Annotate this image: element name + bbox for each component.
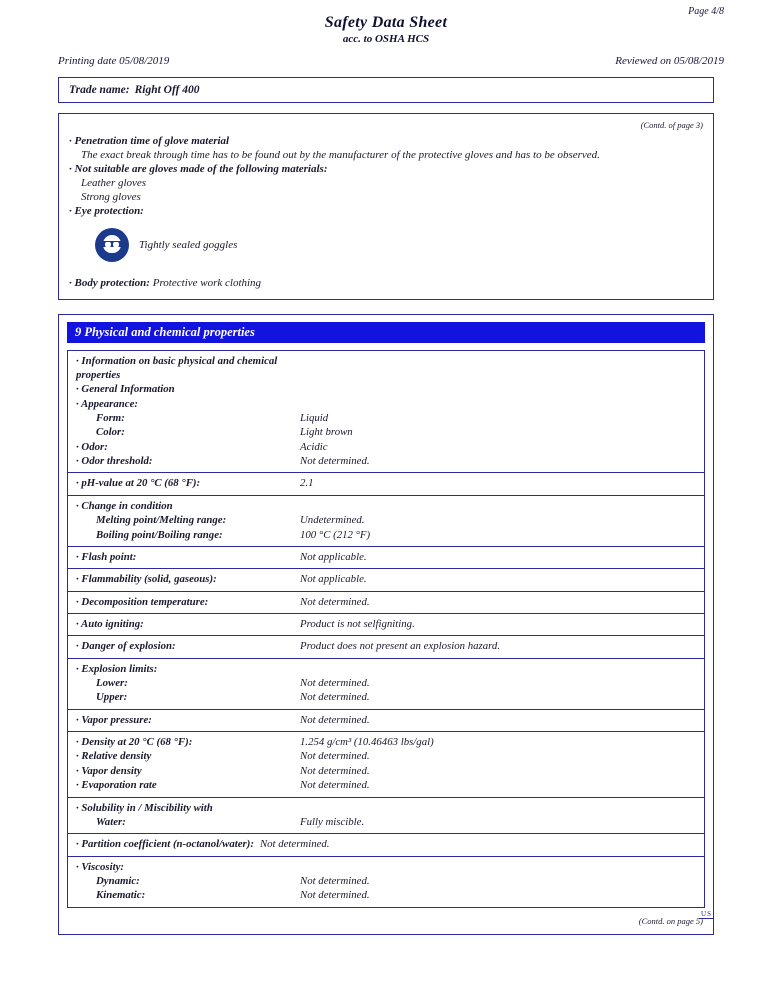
property-label: · Flash point: xyxy=(76,550,137,563)
property-value: Light brown xyxy=(300,426,353,439)
property-value: Not applicable. xyxy=(300,550,367,563)
trade-name-value: Right Off 400 xyxy=(134,84,200,96)
property-label: Form: xyxy=(96,411,125,424)
property-group xyxy=(68,659,704,710)
property-value: 1.254 g/cm³ (10.46463 lbs/gal) xyxy=(300,736,434,749)
section-9-header: 9 Physical and chemical properties xyxy=(67,322,705,343)
property-label: · General Information xyxy=(76,383,175,396)
body-protection-label: · Body protection: xyxy=(69,277,150,290)
property-group xyxy=(68,496,704,547)
property-label: · Vapor density xyxy=(76,764,142,777)
property-group xyxy=(68,857,704,908)
property-label: · Solubility in / Miscibility with xyxy=(76,801,213,814)
property-group xyxy=(68,636,704,658)
body-protection-value: Protective work clothing xyxy=(152,277,262,290)
property-label: · Viscosity: xyxy=(76,860,124,873)
property-value: Product does not present an explosion hazard. xyxy=(300,640,501,653)
not-suitable-item: Strong gloves xyxy=(81,191,141,204)
property-group xyxy=(68,834,704,856)
property-label: · pH-value at 20 °C (68 °F): xyxy=(76,477,201,490)
penetration-time-heading: · Penetration time of glove material xyxy=(69,135,230,147)
property-value xyxy=(300,354,704,383)
property-value: Liquid xyxy=(300,411,329,424)
property-value xyxy=(300,499,704,513)
eye-protection-heading: · Eye protection: xyxy=(69,205,144,218)
property-value: Not determined. xyxy=(300,455,370,468)
property-label: · Relative density xyxy=(76,750,152,763)
not-suitable-gloves-heading: · Not suitable are gloves made of the following materials: xyxy=(69,163,328,176)
property-value: Not determined. xyxy=(300,713,370,726)
property-value xyxy=(300,801,704,815)
property-value: Not determined. xyxy=(300,750,370,763)
property-value xyxy=(300,662,704,676)
continued-on-page-note: (Contd. on page 5) xyxy=(638,915,703,926)
property-label: · Evaporation rate xyxy=(76,779,157,792)
property-value: Not determined. xyxy=(300,779,370,792)
property-group xyxy=(68,732,704,797)
property-label: · Information on basic physical and chemical properties xyxy=(76,354,278,381)
document-meta-row xyxy=(58,55,724,67)
property-label: · Change in condition xyxy=(76,499,173,512)
property-label: Melting point/Melting range: xyxy=(96,514,227,527)
property-value: Not determined. xyxy=(300,691,370,704)
section-9-box xyxy=(58,314,714,935)
property-group xyxy=(68,547,704,569)
page-number: Page 4/8 xyxy=(688,6,724,17)
property-value: Not determined. xyxy=(300,764,370,777)
document-title: Safety Data Sheet xyxy=(324,14,448,31)
property-group xyxy=(68,473,704,495)
property-label: Dynamic: xyxy=(96,874,140,887)
property-value: Not determined. xyxy=(300,874,370,887)
property-label: Color: xyxy=(96,426,125,439)
property-label: · Partition coefficient (n-octanol/water): xyxy=(76,838,254,851)
goggles-caption: Tightly sealed goggles xyxy=(139,239,238,252)
property-label: · Explosion limits: xyxy=(76,662,158,675)
property-label: · Vapor pressure: xyxy=(76,713,152,726)
property-value: Not determined. xyxy=(300,595,370,608)
property-group xyxy=(68,592,704,614)
property-label: · Auto igniting: xyxy=(76,617,144,630)
country-mark: US xyxy=(701,910,712,918)
property-label: · Flammability (solid, gaseous): xyxy=(76,573,217,586)
property-value: Fully miscible. xyxy=(300,815,365,828)
property-label: · Odor: xyxy=(76,440,108,453)
property-label: Upper: xyxy=(96,691,128,704)
property-label: · Decomposition temperature: xyxy=(76,595,209,608)
property-label: · Appearance: xyxy=(76,397,138,410)
safety-goggles-icon xyxy=(95,228,129,262)
property-value: Acidic xyxy=(300,440,328,453)
property-label: Water: xyxy=(96,815,126,828)
property-value: 100 °C (212 °F) xyxy=(300,528,371,541)
property-value: Not determined. xyxy=(300,677,370,690)
property-value xyxy=(300,397,704,411)
property-value: 2.1 xyxy=(300,477,314,490)
property-group xyxy=(68,710,704,732)
property-value: Not applicable. xyxy=(300,573,367,586)
property-label: · Density at 20 °C (68 °F): xyxy=(76,736,193,749)
document-header xyxy=(0,0,772,45)
trade-name-label: Trade name: xyxy=(69,84,130,96)
property-value xyxy=(300,382,704,396)
penetration-time-text: The exact break through time has to be found out by the manufacturer of the protective gloves and has to be observed. xyxy=(81,149,600,162)
property-label: Kinematic: xyxy=(96,889,146,902)
property-value: Not determined. xyxy=(259,838,330,851)
printing-date: Printing date 05/08/2019 xyxy=(58,55,170,67)
property-group xyxy=(68,798,704,835)
not-suitable-item: Leather gloves xyxy=(81,177,147,190)
property-value xyxy=(300,860,704,874)
property-value: Not determined. xyxy=(300,889,370,902)
property-value: Product is not selfigniting. xyxy=(300,617,415,630)
property-value: Undetermined. xyxy=(300,514,365,527)
continued-from-page-note: (Contd. of page 3) xyxy=(640,120,703,130)
reviewed-on-date: Reviewed on 05/08/2019 xyxy=(615,55,724,67)
body-protection-row xyxy=(69,276,703,290)
physical-chemical-properties-table xyxy=(67,350,705,908)
property-label: Boiling point/Boiling range: xyxy=(96,528,223,541)
property-group xyxy=(68,351,704,474)
trade-name-box xyxy=(58,77,714,103)
property-group xyxy=(68,614,704,636)
property-label: · Odor threshold: xyxy=(76,455,153,468)
eye-protection-pictogram-row xyxy=(95,228,703,262)
ppe-section-box xyxy=(58,113,714,300)
property-label: Lower: xyxy=(96,677,128,690)
document-subtitle: acc. to OSHA HCS xyxy=(342,33,430,45)
property-group xyxy=(68,569,704,591)
property-label: · Danger of explosion: xyxy=(76,640,176,653)
